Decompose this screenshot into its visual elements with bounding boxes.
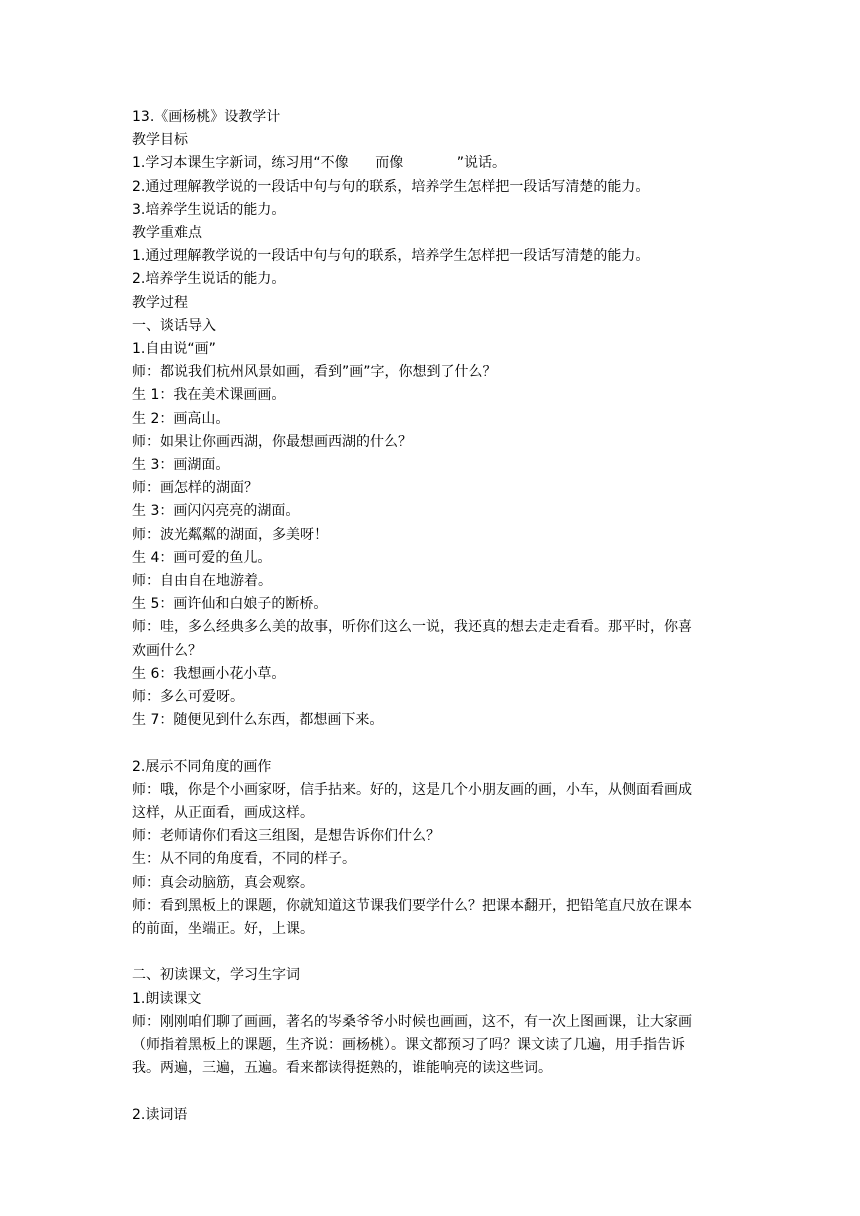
text-line: 生 1：我在美术课画画。	[132, 387, 286, 404]
text-line: 2.培养学生说话的能力。	[132, 271, 286, 288]
text-line: 1.朗读课文	[132, 990, 202, 1007]
text-line: 欢画什么？	[132, 642, 202, 659]
text-line: 生 2：画高山。	[132, 410, 230, 427]
text-line: 师：哦，你是个小画家呀，信手拈来。好的，这是几个小朋友画的画，小车，从侧面看画成	[132, 781, 692, 798]
text-line: 师：哇，多么经典多么美的故事，听你们这么一说，我还真的想去走走看看。那平时，你喜	[132, 619, 692, 636]
text-line: 师：看到黑板上的课题，你就知道这节课我们要学什么？把课本翻开，把铅笔直尺放在课本	[132, 897, 692, 914]
text-line: 教学目标	[132, 132, 188, 149]
text-line: 师：老师请你们看这三组图，是想告诉你们什么？	[132, 828, 440, 845]
text-line: 3.培养学生说话的能力。	[132, 201, 286, 218]
text-line: 这样，从正面看，画成这样。	[132, 805, 314, 822]
text-line: 2.通过理解教学说的一段话中句与句的联系，培养学生怎样把一段话写清楚的能力。	[132, 178, 650, 195]
text-line: 生 4：画可爱的鱼儿。	[132, 549, 272, 566]
document-body	[132, 106, 732, 1127]
text-line: 一、谈话导入	[132, 317, 216, 334]
text-line: 师：自由自在地游着。	[132, 573, 272, 590]
text-line: 生 3：画湖面。	[132, 457, 230, 474]
text-line: 教学重难点	[132, 225, 202, 242]
blank-line	[132, 1081, 732, 1104]
blank-line	[132, 941, 732, 964]
text-line: 生：从不同的角度看，不同的样子。	[132, 851, 356, 868]
text-line: 1.自由说“画”	[132, 341, 216, 358]
text-line: 1.学习本课生字新词，练习用“不像 而像 ”说话。	[132, 155, 506, 172]
text-line: 的前面，坐端正。好，上课。	[132, 921, 314, 938]
text-line: 师：多么可爱呀。	[132, 689, 244, 706]
text-line: 师：真会动脑筋，真会观察。	[132, 874, 314, 891]
text-line: 我。两遍，三遍，五遍。看来都读得挺熟的，谁能响亮的读这些词。	[132, 1060, 552, 1077]
text-line: 二、初读课文，学习生字词	[132, 967, 300, 984]
text-line: 13.《画杨桃》设教学计	[132, 109, 281, 125]
text-line: 生 7：随便见到什么东西，都想画下来。	[132, 712, 384, 729]
text-line: 2.读词语	[132, 1106, 188, 1123]
text-line: 教学过程	[132, 294, 188, 311]
text-line: 生 5：画许仙和白娘子的断桥。	[132, 596, 328, 613]
text-line: （师指着黑板上的课题，生齐说：画杨桃）。课文都预习了吗？课文读了几遍，用手指告诉	[132, 1037, 685, 1054]
text-line: 2.展示不同角度的画作	[132, 758, 272, 775]
text-line: 生 6：我想画小花小草。	[132, 665, 286, 682]
text-line: 师：刚刚咱们聊了画画，著名的岑桑爷爷小时候也画画，这不，有一次上图画课，让大家画	[132, 1013, 692, 1030]
text-line: 师：画怎样的湖面？	[132, 480, 258, 497]
text-line: 1.通过理解教学说的一段话中句与句的联系，培养学生怎样把一段话写清楚的能力。	[132, 248, 650, 265]
text-line: 师：如果让你画西湖，你最想画西湖的什么？	[132, 433, 412, 450]
text-line: 师：波光粼粼的湖面，多美呀！	[132, 526, 328, 543]
blank-line	[132, 732, 732, 755]
text-line: 师：都说我们杭州风景如画，看到”画”字，你想到了什么？	[132, 364, 497, 381]
text-line: 生 3：画闪闪亮亮的湖面。	[132, 503, 300, 520]
